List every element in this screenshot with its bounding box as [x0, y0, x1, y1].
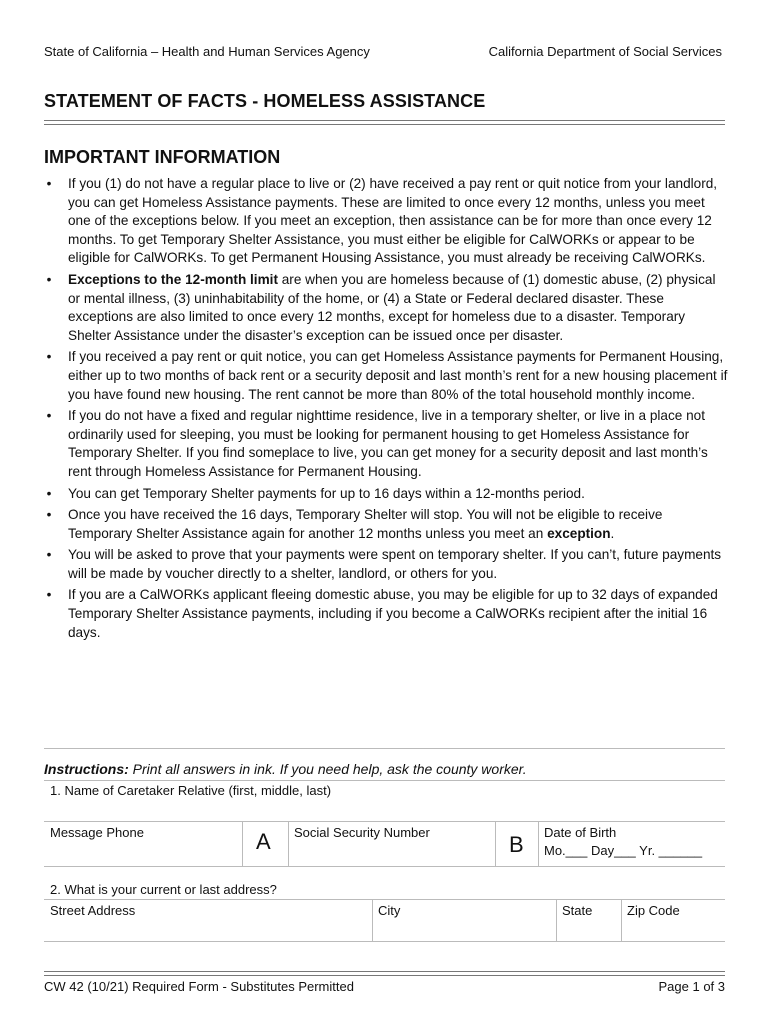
state-field[interactable] — [557, 900, 620, 940]
form-title: STATEMENT OF FACTS - HOMELESS ASSISTANCE — [44, 91, 486, 111]
bullet-text: Once you have received the 16 days, Temporary Shelter will stop. You will not be eligible to receive Temporary Shelter Assistance again for another 12 months unless you meet an — [68, 507, 663, 541]
bullet-marker: • — [46, 176, 52, 191]
instructions-label: Instructions: — [44, 761, 129, 777]
bullet-bold-text: exception — [547, 525, 611, 541]
info-bullet — [44, 348, 730, 404]
divider — [538, 821, 539, 866]
message-phone-label: Message Phone — [50, 825, 144, 840]
ssn-label: Social Security Number — [294, 825, 430, 840]
city-field[interactable] — [373, 900, 555, 940]
info-bullet — [44, 271, 730, 345]
instructions-text: Print all answers in ink. If you need help, ask the county worker. — [128, 761, 527, 777]
bullet-marker: • — [46, 587, 52, 603]
bullet-text: If you (1) do not have a regular place to live or (2) have received a pay rent or quit notice from your landlord, you can get Homeless Assistance payments. These are limited to once every 12 months, unless you meet one of the exceptions below. If you meet an exception, then assistance can be for more than once every 12 months. To get Temporary Shelter Assistance, you must either be eligible for CalWORKs or appear to be eligible for CalWORKs. To get Permanent Housing Assistance, you must already be receiving CalWORKs. — [68, 176, 718, 266]
divider — [44, 866, 725, 867]
caretaker-name-label: 1. Name of Caretaker Relative (first, middle, last) — [50, 783, 332, 798]
bullet-marker: • — [46, 408, 52, 424]
zip-code-label: Zip Code — [627, 903, 680, 918]
bullet-text: are when you are homeless because of (1) domestic abuse, (2) physical or mental illness, (3) uninhabitability of the home, or (4) a State or Federal declared disaster. These exceptions are also limited to once every 12 months, except for homeless due to a disaster. Temporary Shelter Assistance under the disaster’s exception can be issued once per disaster. — [68, 271, 716, 343]
info-bullet — [44, 485, 730, 504]
bullet-marker: • — [46, 485, 52, 501]
message-phone-field[interactable] — [44, 822, 241, 866]
info-bullet — [44, 407, 730, 481]
bullet-text: If you are a CalWORKs applicant fleeing domestic abuse, you may be eligible for up to 32 days of expanded Temporary Shelter Assistance payments, including if you become a CalWORKs recipient after the initial 16 days. — [68, 587, 718, 640]
info-bullet — [44, 586, 730, 642]
info-bullet — [44, 546, 730, 583]
bullet-bold-text: Exceptions to the 12-month limit — [68, 271, 278, 287]
divider — [495, 821, 496, 866]
bullet-text: . — [610, 525, 615, 541]
department-header: California Department of Social Services — [488, 44, 722, 59]
street-address-label: Street Address — [50, 903, 136, 918]
divider — [44, 748, 725, 749]
bullet-text: If you received a pay rent or quit notice, you can get Homeless Assistance payments for Permanent Housing, either up to two months of back rent or a security deposit and last month’s rent for a new housing placement if you have found new housing. The rent cannot be more than 80% of the total household monthly income. — [68, 349, 728, 402]
section-heading: IMPORTANT INFORMATION — [44, 147, 281, 167]
footer-divider — [44, 971, 725, 976]
marker-b: B — [509, 832, 524, 857]
bullet-marker: • — [46, 507, 52, 523]
dob-label: Date of Birth — [544, 825, 617, 840]
bullet-marker: • — [46, 349, 52, 365]
agency-header: State of California – Health and Human Services Agency — [44, 44, 370, 59]
bullet-marker: • — [46, 547, 52, 563]
zip-code-field[interactable] — [622, 900, 725, 940]
address-question: 2. What is your current or last address? — [50, 882, 277, 897]
form-number: CW 42 (10/21) Required Form - Substitutes Permitted — [44, 979, 354, 994]
bullet-marker: • — [46, 271, 52, 287]
street-address-field[interactable] — [44, 900, 371, 940]
city-label: City — [378, 903, 401, 918]
divider — [44, 780, 725, 781]
bullet-text: You will be asked to prove that your payments were spent on temporary shelter. If you can’t, future payments will be made by voucher directly to a shelter, landlord, or others for you. — [68, 547, 722, 581]
divider — [242, 821, 243, 866]
page-number: Page 1 of 3 — [658, 979, 725, 994]
info-bullet — [44, 506, 730, 543]
divider — [44, 941, 725, 942]
info-bullet — [44, 175, 730, 268]
information-list — [44, 175, 730, 645]
caretaker-name-field[interactable] — [44, 800, 725, 820]
bullet-text: If you do not have a fixed and regular nighttime residence, live in a temporary shelter, or live in a place not ordinarily used for sleeping, you must be looking for permanent housing to get Homeless Assistance for Temporary Shelter. If you find someplace to live, you can get money for a security deposit and last month’s rent through Homeless Assistance for Permanent Housing. — [68, 408, 708, 479]
bullet-text: You can get Temporary Shelter payments for up to 16 days within a 12-months period. — [68, 485, 585, 501]
dob-field[interactable]: Mo.___ Day___ Yr. ______ — [544, 843, 703, 858]
instructions — [44, 761, 527, 777]
title-divider — [44, 120, 725, 125]
marker-a: A — [256, 829, 271, 854]
ssn-field[interactable] — [289, 822, 494, 866]
state-label: State — [562, 903, 593, 918]
